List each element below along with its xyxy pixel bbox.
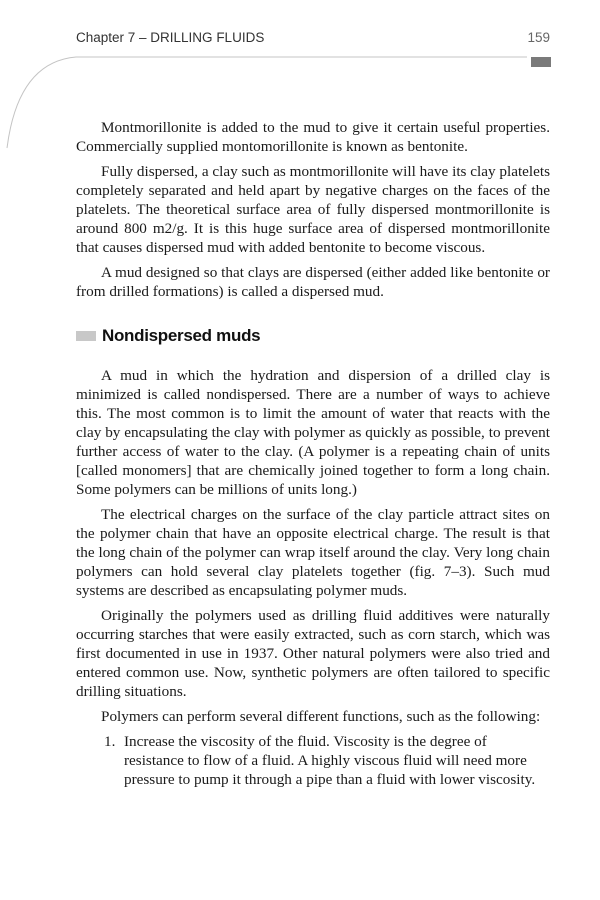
numbered-list (76, 732, 550, 789)
paragraph: The electrical charges on the surface of the clay particle attract sites on the polymer chain that have an opposite electrical charge. The result is that the long chain of the polymer can wrap itself around the clay. Very long chain polymers can hold several clay platelets together (fig. 7–3). Such mud systems are described as encapsulating polymer muds. (76, 506, 550, 599)
list-item (104, 732, 550, 789)
paragraph: A mud designed so that clays are dispersed (either added like bentonite or from drilled formations) is called a dispersed mud. (76, 264, 550, 300)
body-text (76, 118, 550, 789)
paragraph: Originally the polymers used as drilling fluid additives were naturally occurring starches that were easily extracted, such as corn starch, which was first documented in use in 1937. Other natural polymers were also tried and entered common use. Now, synthetic polymers are often tailored to specific drilling situations. (76, 607, 550, 700)
running-header (76, 30, 550, 50)
paragraph: Fully dispersed, a clay such as montmorillonite will have its clay platelets completely separated and held apart by negative charges on the faces of the platelets. The theoretical surface area of fully dispersed montmorillonite is around 800 m2/g. It is this huge surface area of dispersed montmorillonite that causes dispersed mud with added bentonite to become viscous. (76, 163, 550, 256)
page-edge-tab (531, 57, 551, 67)
paragraph: Polymers can perform several different functions, such as the following: (101, 708, 541, 725)
section-heading (76, 326, 550, 345)
page-number: 159 (527, 30, 550, 45)
paragraph: Montmorillonite is added to the mud to give it certain useful properties. Commercially supplied montomorillonite is known as bentonite. (76, 119, 550, 155)
chapter-title: Chapter 7 – DRILLING FLUIDS (76, 30, 265, 45)
list-item-text: Increase the viscosity of the fluid. Viscosity is the degree of resistance to flow of a fluid. A highly viscous fluid will need more pressure to pump it through a pipe than a fluid with lower viscosity. (124, 733, 536, 788)
list-item-number: 1. (104, 733, 116, 750)
paragraph: A mud in which the hydration and dispersion of a drilled clay is minimized is called nondispersed. There are a number of ways to achieve this. The most common is to limit the amount of water that reacts with the clay by encapsulating the clay with polymer as quickly as possible, to prevent further access of water to the clay. (A polymer is a repeating chain of units [called monomers] that are chemically joined together to form a long chain. Some polymers can be millions of units long.) (76, 367, 550, 498)
section-heading-text: Nondispersed muds (102, 326, 261, 345)
heading-marker (76, 331, 96, 341)
